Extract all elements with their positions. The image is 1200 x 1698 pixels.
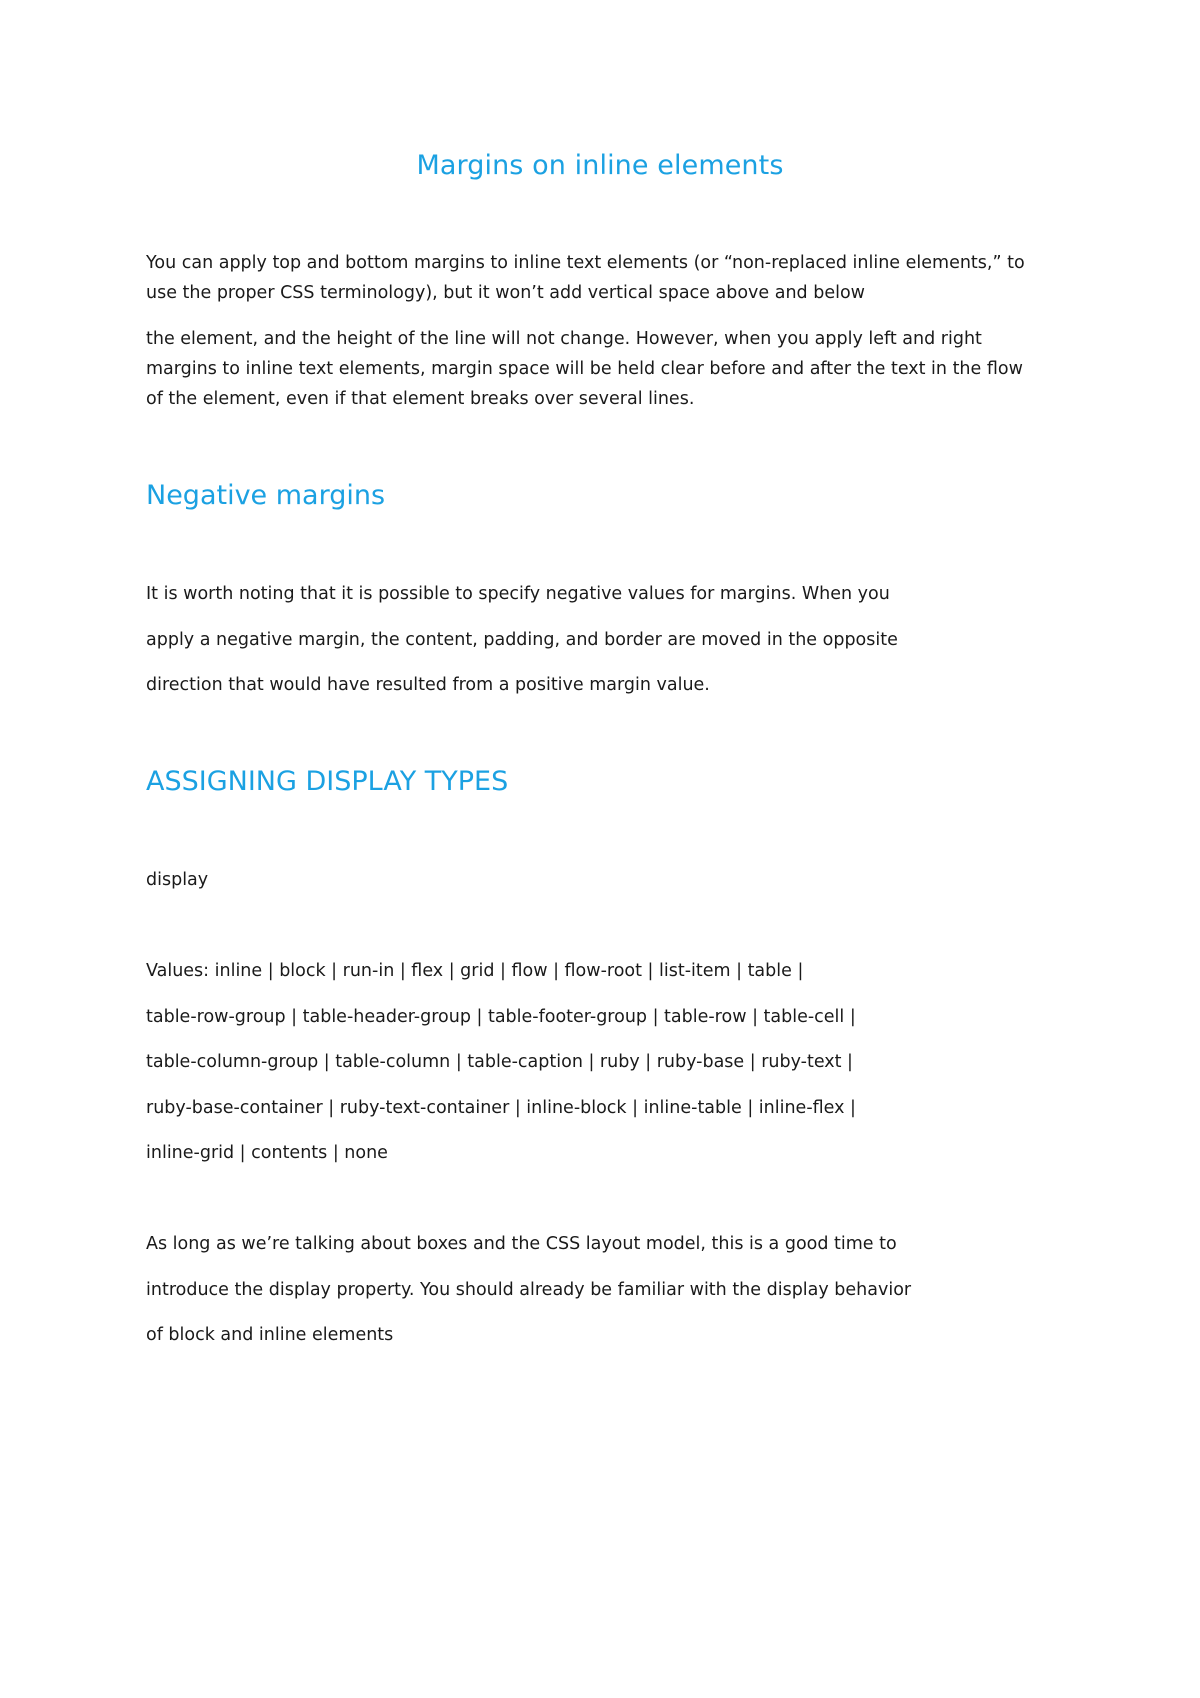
text-line: It is worth noting that it is possible to specify negative values for margins. When you: [146, 584, 890, 604]
text-line: Values: inline | block | run-in | flex | grid | flow | flow-root | list-item | table |: [146, 961, 804, 981]
paragraph-display-property: [146, 1222, 911, 1359]
text-line: direction that would have resulted from a positive margin value.: [146, 675, 710, 695]
text-line: As long as we’re talking about boxes and the CSS layout model, this is a good time to: [146, 1234, 897, 1254]
text-line: the element, and the height of the line will not change. However, when you apply left and right: [146, 329, 982, 349]
text-line: of the element, even if that element breaks over several lines.: [146, 389, 695, 409]
paragraph-inline-margins-1: [146, 248, 1025, 308]
text-line: margins to inline text elements, margin space will be held clear before and after the text in the flow: [146, 359, 1023, 379]
text-line: You can apply top and bottom margins to inline text elements (or “non-replaced inline elements,” to: [146, 253, 1025, 273]
text-line: table-row-group | table-header-group | table-footer-group | table-row | table-cell |: [146, 1006, 856, 1027]
paragraph-negative-margins: [146, 572, 898, 709]
heading-negative-margins: Negative margins: [146, 480, 386, 511]
page-title: Margins on inline elements: [416, 150, 784, 181]
display-values-list: [146, 949, 856, 1177]
text-line: introduce the display property. You should already be familiar with the display behavior: [146, 1279, 912, 1300]
text-line: ruby-base-container | ruby-text-container | inline-block | inline-table | inline-flex |: [146, 1097, 856, 1118]
paragraph-inline-margins-2: [146, 324, 1023, 414]
text-line: table-column-group | table-column | table-caption | ruby | ruby-base | ruby-text |: [146, 1052, 853, 1072]
text-line: use the proper CSS terminology), but it won’t add vertical space above and below: [146, 283, 865, 303]
text-line: inline-grid | contents | none: [146, 1143, 388, 1163]
heading-assigning-display-types: ASSIGNING DISPLAY TYPES: [146, 766, 509, 797]
property-name-display: display: [146, 870, 209, 890]
text-line: apply a negative margin, the content, padding, and border are moved in the opposite: [146, 629, 898, 650]
text-line: of block and inline elements: [146, 1325, 394, 1345]
